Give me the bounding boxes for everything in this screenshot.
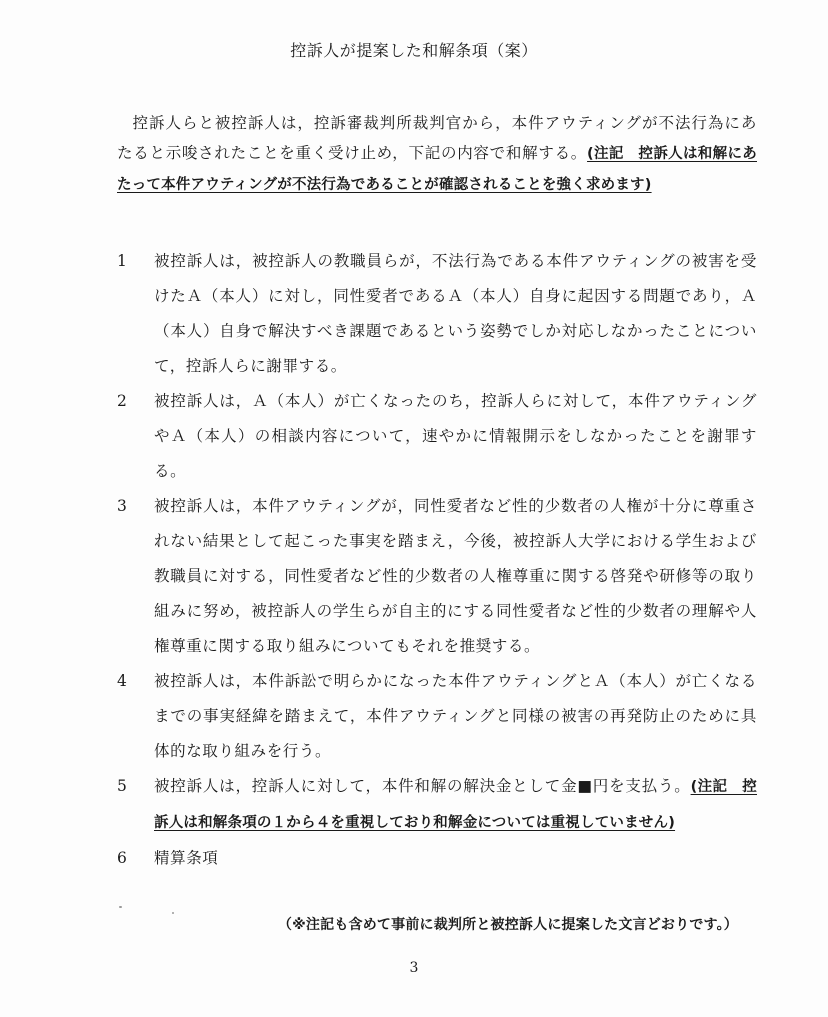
item-body: 被控訴人は，被控訴人の教職員らが，不法行為である本件アウティングの被害を受けたＡ（本人）に対し，同性愛者であるＡ（本人）自身に起因する問題であり，Ａ（本人）自身で解決すべき課題であるという姿勢でしか対応しなかったことについて，控訴人らに謝罪する。 xyxy=(154,252,757,375)
intro-note: (注記 控訴人は和解にあたって本件アウティングが不法行為であることが確認されることを強く求めます) xyxy=(117,146,757,193)
item-number: 4 xyxy=(117,672,128,690)
list-item xyxy=(117,664,757,769)
item-text xyxy=(154,664,757,769)
item-number: 1 xyxy=(117,252,128,270)
item-number: 2 xyxy=(117,392,128,410)
item-body: 精算条項 xyxy=(154,849,219,867)
item-body: 被控訴人は，本件アウティングが，同性愛者など性的少数者の人権が十分に尊重されない結果として起こった事実を踏まえ，今後，被控訴人大学における学生および教職員に対する，同性愛者など性的少数者の人権尊重に関する啓発や研修等の取り組みに努め，被控訴人の学生らが自主的にする同性愛者など性的少数者の理解や人権尊重に関する取り組みについてもそれを推奨する。 xyxy=(154,497,757,655)
item-number: 5 xyxy=(117,777,128,795)
item-text xyxy=(154,244,757,384)
item-text xyxy=(154,384,757,489)
item-body: 被控訴人は，控訴人に対して，本件和解の解決金として金■円を支払う。 xyxy=(154,777,691,795)
page-number: 3 xyxy=(409,960,419,976)
intro-paragraph xyxy=(117,108,757,200)
list-item xyxy=(117,841,757,876)
item-body: 被控訴人は，本件訴訟で明らかになった本件アウティングとＡ（本人）が亡くなるまでの事実経緯を踏まえて，本件アウティングと同様の被害の再発防止のために具体的な取り組みを行う。 xyxy=(154,672,757,760)
settlement-terms-list xyxy=(117,244,757,876)
footer-note: （※注記も含めて事前に裁判所と被控訴人に提案した文言どおりです。） xyxy=(277,917,738,933)
scan-speck xyxy=(119,906,122,908)
list-item xyxy=(117,384,757,489)
item-note: (注記 控訴人は和解条項の１から４を重視しており和解金については重視していません) xyxy=(154,779,757,831)
item-body: 被控訴人は，Ａ（本人）が亡くなったのち，控訴人らに対して，本件アウティングやＡ（本人）の相談内容について，速やかに情報開示をしなかったことを謝罪する。 xyxy=(154,392,757,480)
scan-speck xyxy=(172,912,174,914)
intro-text: 控訴人らと被控訴人は，控訴審裁判所裁判官から，本件アウティングが不法行為にあたると示唆されたことを重く受け止め，下記の内容で和解する。 xyxy=(117,114,757,162)
document-title: 控訴人が提案した和解条項（案） xyxy=(290,41,538,60)
item-number: 3 xyxy=(117,497,128,515)
item-text xyxy=(154,489,757,664)
item-text xyxy=(154,841,757,876)
item-number: 6 xyxy=(117,849,128,867)
list-item xyxy=(117,244,757,384)
list-item xyxy=(117,489,757,664)
item-text xyxy=(154,769,757,841)
list-item xyxy=(117,769,757,841)
